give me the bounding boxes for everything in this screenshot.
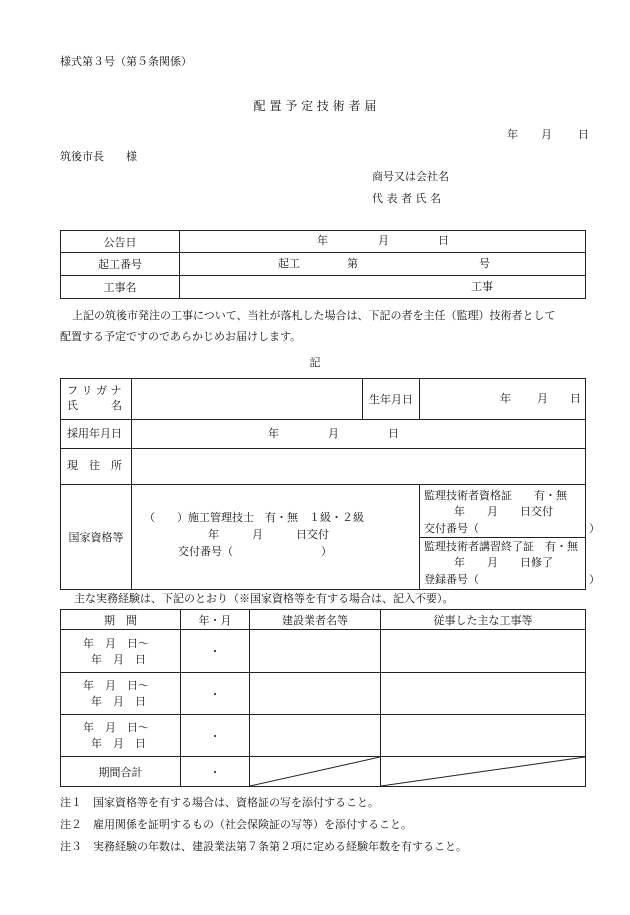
work-suffix: 工事 — [471, 280, 493, 293]
addressee: 筑後市長 様 — [60, 150, 137, 163]
period-cell[interactable] — [61, 715, 181, 757]
cert-line-1: 監理技術者資格証 有・無 — [424, 489, 567, 502]
experience-row — [61, 630, 586, 673]
start-go: 号 — [479, 257, 490, 270]
intro-line-1: 上記の筑後市発注の工事について、当社が落札した場合は、下記の者を主任（監理）技術者として — [72, 309, 556, 322]
date-month: 月 — [541, 128, 552, 141]
total-works-slashed — [381, 757, 586, 787]
diagonal-slash — [250, 757, 380, 786]
period-to: 年 月 日 — [91, 653, 146, 666]
total-company-slashed — [250, 757, 381, 787]
total-row — [61, 757, 586, 787]
ym-cell[interactable]: ・ — [181, 630, 250, 673]
ym-cell[interactable]: ・ — [181, 673, 250, 715]
total-label: 期間合計 — [61, 757, 181, 787]
date-day: 日 — [578, 128, 589, 141]
note-3: 注３ 実務経験の年数は、建設業法第７条第２項に定める経験年数を有すること。 — [60, 840, 467, 853]
form-number: 様式第３号（第５条関係） — [60, 55, 192, 68]
experience-row — [61, 673, 586, 715]
work-name-field[interactable] — [180, 276, 586, 299]
announce-year: 年 — [317, 234, 328, 247]
works-cell[interactable] — [381, 630, 586, 673]
license-left-line-3: 交付番号（ ） — [178, 545, 332, 558]
header-year-month: 年・月 — [181, 610, 250, 630]
supervisor-certificate-block[interactable] — [420, 485, 600, 538]
hire-month: 月 — [328, 427, 339, 440]
experience-table — [60, 609, 586, 787]
period-to: 年 月 日 — [91, 737, 146, 750]
works-cell[interactable] — [381, 673, 586, 715]
work-name-label: 工事名 — [61, 276, 180, 299]
license-label: 国家資格等 — [61, 485, 132, 590]
birth-label: 生年月日 — [363, 379, 420, 420]
hire-date-label — [61, 420, 132, 449]
header-company: 建設業者名等 — [250, 610, 381, 630]
period-cell[interactable] — [61, 673, 181, 715]
training-line-3: 登録番号（ ） — [424, 573, 600, 586]
furigana-name-label — [61, 379, 132, 420]
note-1: 注１ 国家資格等を有する場合は、資格証の写を添付すること。 — [60, 796, 379, 809]
experience-row — [61, 715, 586, 757]
diagonal-slash — [381, 757, 585, 786]
header-works: 従事した主な工事等 — [381, 610, 586, 630]
start-dai: 第 — [347, 257, 358, 270]
person-table — [60, 378, 600, 590]
company-cell[interactable] — [250, 673, 381, 715]
birth-day: 日 — [570, 392, 581, 405]
company-cell[interactable] — [250, 715, 381, 757]
address-field[interactable] — [132, 449, 586, 485]
license-right-cell — [420, 485, 600, 590]
company-name-label: 商号又は会社名 — [372, 170, 449, 183]
name-label: 氏 名 — [67, 399, 122, 412]
cert-line-3: 交付番号（ ） — [424, 522, 600, 535]
experience-intro: 主な実務経験は、下記のとおり（※国家資格等を有する場合は、記入不要）。 — [74, 592, 454, 605]
total-ym-cell[interactable]: ・ — [181, 757, 250, 787]
representative-label: 代 表 者 氏 名 — [372, 192, 441, 205]
supervisor-training-block[interactable] — [420, 538, 600, 589]
works-cell[interactable] — [381, 715, 586, 757]
training-line-2: 年 月 日修了 — [454, 556, 553, 569]
period-to: 年 月 日 — [91, 695, 146, 708]
header-period: 期 間 — [61, 610, 181, 630]
start-number-label: 起工番号 — [61, 253, 180, 276]
hire-label-text: 採用年月日 — [67, 427, 122, 440]
document-title: 配 置 予 定 技 術 者 届 — [253, 99, 377, 113]
date-year: 年 — [507, 128, 518, 141]
announce-date-field[interactable] — [180, 231, 586, 253]
birth-year: 年 — [500, 392, 511, 405]
announce-month: 月 — [378, 234, 389, 247]
address-label-text: 現 往 所 — [67, 459, 122, 472]
hire-day: 日 — [388, 427, 399, 440]
start-number-field[interactable] — [180, 253, 586, 276]
start-prefix: 起工 — [278, 257, 300, 270]
license-left-line-1: （ ）施工管理技士 有・無 １級・２級 — [144, 511, 364, 524]
period-from: 年 月 日～ — [83, 721, 149, 734]
announce-day: 日 — [438, 234, 449, 247]
cert-line-2: 年 月 日交付 — [454, 505, 553, 518]
intro-line-2: 配置する予定ですのであらかじめお届けします。 — [60, 330, 302, 343]
hire-date-field[interactable] — [132, 420, 586, 449]
license-left-line-2: 年 月 日交付 — [208, 528, 329, 541]
furigana-label: フ リ ガ ナ — [67, 384, 122, 397]
hire-year: 年 — [268, 427, 279, 440]
period-cell[interactable] — [61, 630, 181, 673]
license-left-field[interactable] — [132, 485, 420, 590]
announcement-table — [60, 230, 586, 299]
ym-cell[interactable]: ・ — [181, 715, 250, 757]
birth-field[interactable] — [420, 379, 586, 420]
announce-date-label: 公告日 — [61, 231, 180, 253]
name-field[interactable] — [132, 379, 363, 420]
training-line-1: 監理技術者講習終了証 有・無 — [424, 540, 578, 553]
note-2: 注２ 雇用関係を証明するもの（社会保険証の写等）を添付すること。 — [60, 818, 412, 831]
address-label — [61, 449, 132, 485]
period-from: 年 月 日～ — [83, 679, 149, 692]
period-from: 年 月 日～ — [83, 637, 149, 650]
birth-month: 月 — [537, 392, 548, 405]
ki-heading: 記 — [309, 356, 321, 369]
company-cell[interactable] — [250, 630, 381, 673]
